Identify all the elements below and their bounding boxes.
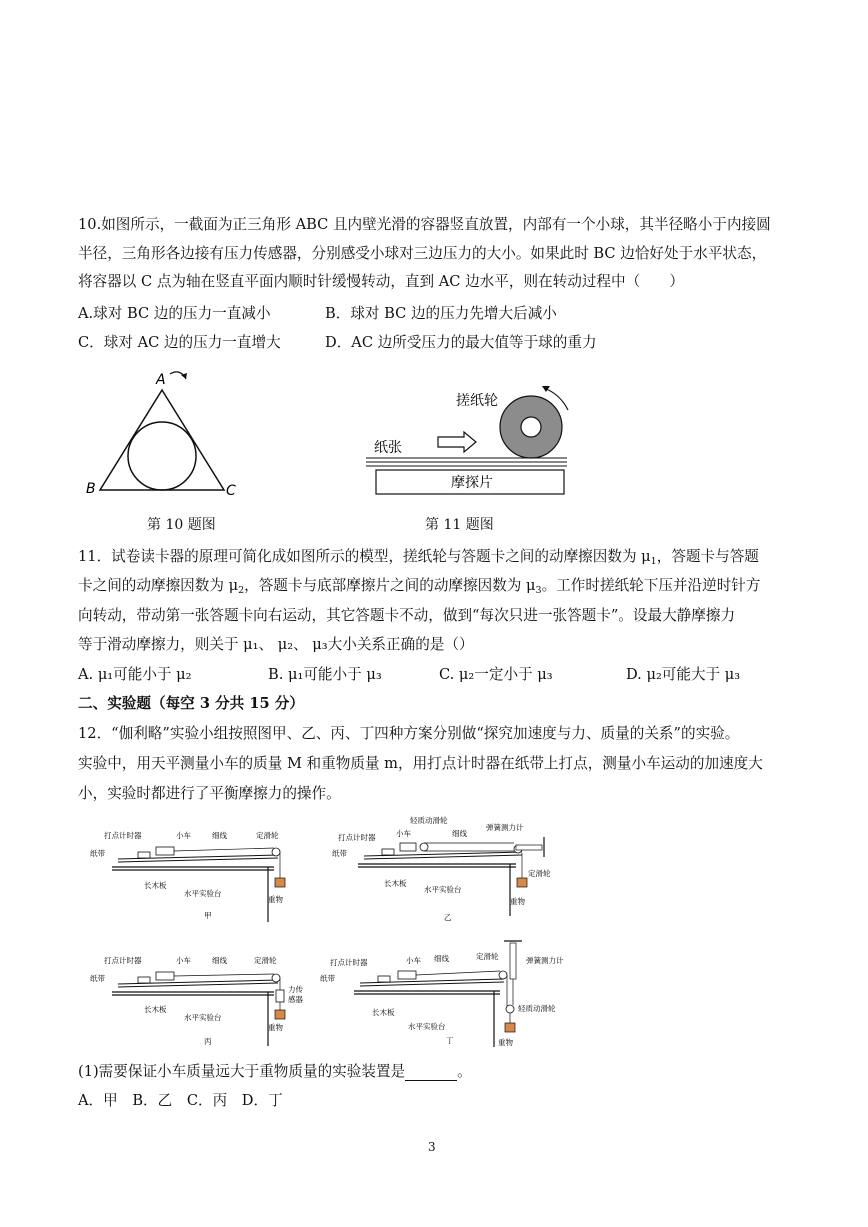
bing-label-sensor-1: 力传 bbox=[288, 985, 303, 994]
ding-label-tape: 纸带 bbox=[320, 974, 335, 983]
bing-label-pulley: 定滑轮 bbox=[254, 956, 277, 965]
q12-line-1: 12．“伽利略”实验小组按照图甲、乙、丙、丁四种方案分别做“探究加速度与力、质量的关系”的实验。 bbox=[78, 725, 740, 742]
jia-label-tape: 纸带 bbox=[90, 849, 105, 858]
bing-label-weight: 重物 bbox=[268, 1023, 283, 1032]
apparatus-bing bbox=[88, 948, 318, 1048]
ding-label-timer: 打点计时器 bbox=[330, 958, 368, 967]
ding-label-pulley: 定滑轮 bbox=[476, 952, 499, 961]
ding-label-light-pulley: 轻质动滑轮 bbox=[518, 1004, 556, 1013]
q12-line-2: 实验中，用天平测量小车的质量 M 和重物质量 m，用打点计时器在纸带上打点，测量小车运动的加速度大 bbox=[78, 755, 763, 772]
q11-line-4: 等于滑动摩擦力，则关于 μ₁、 μ₂、 μ₃大小关系正确的是（） bbox=[78, 636, 474, 653]
ding-label-string: 细线 bbox=[434, 954, 449, 963]
q12-line-3: 小，实验时都进行了平衡摩擦力的操作。 bbox=[78, 785, 341, 802]
q10-label-a: A bbox=[156, 372, 166, 388]
q12-sub1-blank[interactable] bbox=[405, 1066, 457, 1081]
ding-label-table: 水平实验台 bbox=[408, 1022, 446, 1031]
q11-option-b: B. μ₁可能小于 μ₃ bbox=[268, 666, 382, 683]
q10-option-d: D．AC 边所受压力的最大值等于球的重力 bbox=[325, 334, 597, 351]
jia-label-weight: 重物 bbox=[268, 895, 283, 904]
bing-label-string: 细线 bbox=[212, 956, 227, 965]
page-number: 3 bbox=[428, 1140, 436, 1154]
q10-option-c: C．球对 AC 边的压力一直增大 bbox=[78, 334, 281, 351]
yi-label-timer: 打点计时器 bbox=[338, 833, 376, 842]
q10-caption: 第 10 题图 bbox=[147, 517, 216, 533]
bing-label-timer: 打点计时器 bbox=[104, 956, 142, 965]
q10-label-c: C bbox=[226, 483, 236, 499]
q11-option-d: D. μ₂可能大于 μ₃ bbox=[626, 666, 741, 683]
yi-label-light-pulley: 轻质动滑轮 bbox=[410, 816, 448, 825]
apparatus-ding bbox=[318, 935, 588, 1050]
yi-label-tape: 纸带 bbox=[332, 849, 347, 858]
ding-label-weight: 重物 bbox=[498, 1038, 513, 1047]
bing-label-cart: 小车 bbox=[176, 956, 191, 965]
arrow-right-icon bbox=[438, 432, 476, 452]
jia-label-board: 长木板 bbox=[144, 881, 167, 890]
q11-wheel-figure bbox=[360, 372, 580, 502]
bing-label-bing: 丙 bbox=[204, 1037, 212, 1046]
yi-label-weight: 重物 bbox=[510, 897, 525, 906]
q10-option-a: A.球对 BC 边的压力一直减小 bbox=[78, 305, 271, 322]
q11-line-3: 向转动，带动第一张答题卡向右运动，其它答题卡不动，做到“每次只进一张答题卡”。设最大静摩擦力 bbox=[78, 607, 736, 624]
q10-ball bbox=[128, 422, 196, 490]
ding-label-cart: 小车 bbox=[406, 956, 421, 965]
q11-label-pad: 摩探片 bbox=[451, 475, 493, 491]
apparatus-jia bbox=[88, 822, 308, 922]
q10-line-3: 将容器以 C 点为轴在竖直平面内顺时针缓慢转动，直到 AC 边水平，则在转动过程中（ ） bbox=[78, 273, 684, 290]
jia-label-timer: 打点计时器 bbox=[104, 831, 142, 840]
yi-label-board: 长木板 bbox=[384, 879, 407, 888]
q12-sub1: (1)需要保证小车质量远大于重物质量的实验装置是 。 bbox=[78, 1063, 472, 1080]
q11-label-paper: 纸张 bbox=[374, 440, 402, 456]
jia-label-jia: 甲 bbox=[204, 911, 212, 920]
yi-label-cart: 小车 bbox=[396, 829, 411, 838]
bing-label-board: 长木板 bbox=[144, 1005, 167, 1014]
q10-line-1: 10.如图所示，一截面为正三角形 ABC 且内壁光滑的容器竖直放置，内部有一个小球，其半径略小于内接圆 bbox=[78, 216, 771, 233]
jia-label-pulley: 定滑轮 bbox=[256, 831, 279, 840]
jia-label-string: 细线 bbox=[212, 831, 227, 840]
jia-label-table: 水平实验台 bbox=[184, 889, 222, 898]
q10-triangle-figure bbox=[80, 362, 250, 502]
yi-label-pulley: 定滑轮 bbox=[528, 869, 551, 878]
q10-line-2: 半径，三角形各边接有压力传感器，分别感受小球对三边压力的大小。如果此时 BC 边恰好处于水平状态， bbox=[78, 245, 767, 262]
q11-option-a: A. μ₁可能小于 μ₂ bbox=[78, 666, 192, 683]
q12-sub1-options: A．甲 B．乙 C．丙 D．丁 bbox=[78, 1092, 283, 1109]
jia-label-cart: 小车 bbox=[176, 831, 191, 840]
bing-label-table: 水平实验台 bbox=[184, 1013, 222, 1022]
bing-label-sensor-2: 感器 bbox=[288, 995, 303, 1004]
q11-caption: 第 11 题图 bbox=[425, 517, 494, 533]
q11-label-wheel: 搓纸轮 bbox=[456, 393, 498, 409]
q11-line-2: 卡之间的动摩擦因数为 $\mu_2$，答题卡与底部摩擦片之间的动摩擦因数为 $\mu_3$。工作时搓纸轮下压并沿逆时针方 bbox=[78, 577, 761, 596]
ding-label-spring-scale: 弹簧测力计 bbox=[526, 956, 564, 965]
q11-line-1: 11．试卷读卡器的原理可简化成如图所示的模型，搓纸轮与答题卡之间的动摩擦因数为 $\mu_1$，答题卡与答题 bbox=[78, 548, 759, 567]
ding-label-board: 长木板 bbox=[372, 1008, 395, 1017]
yi-label-table: 水平实验台 bbox=[424, 885, 462, 894]
yi-label-string: 细线 bbox=[452, 829, 467, 838]
q11-option-c: C. μ₂一定小于 μ₃ bbox=[439, 666, 553, 683]
yi-label-yi: 乙 bbox=[444, 913, 452, 922]
section-2-title: 二、实验题（每空 3 分共 15 分） bbox=[78, 695, 304, 712]
bing-label-tape: 纸带 bbox=[90, 974, 105, 983]
ding-label-ding: 丁 bbox=[446, 1036, 454, 1045]
yi-label-spring-scale: 弹簧测力计 bbox=[486, 823, 524, 832]
q10-option-b: B．球对 BC 边的压力先增大后减小 bbox=[325, 305, 557, 322]
q10-label-b: B bbox=[86, 481, 96, 497]
apparatus-yi bbox=[330, 812, 570, 922]
